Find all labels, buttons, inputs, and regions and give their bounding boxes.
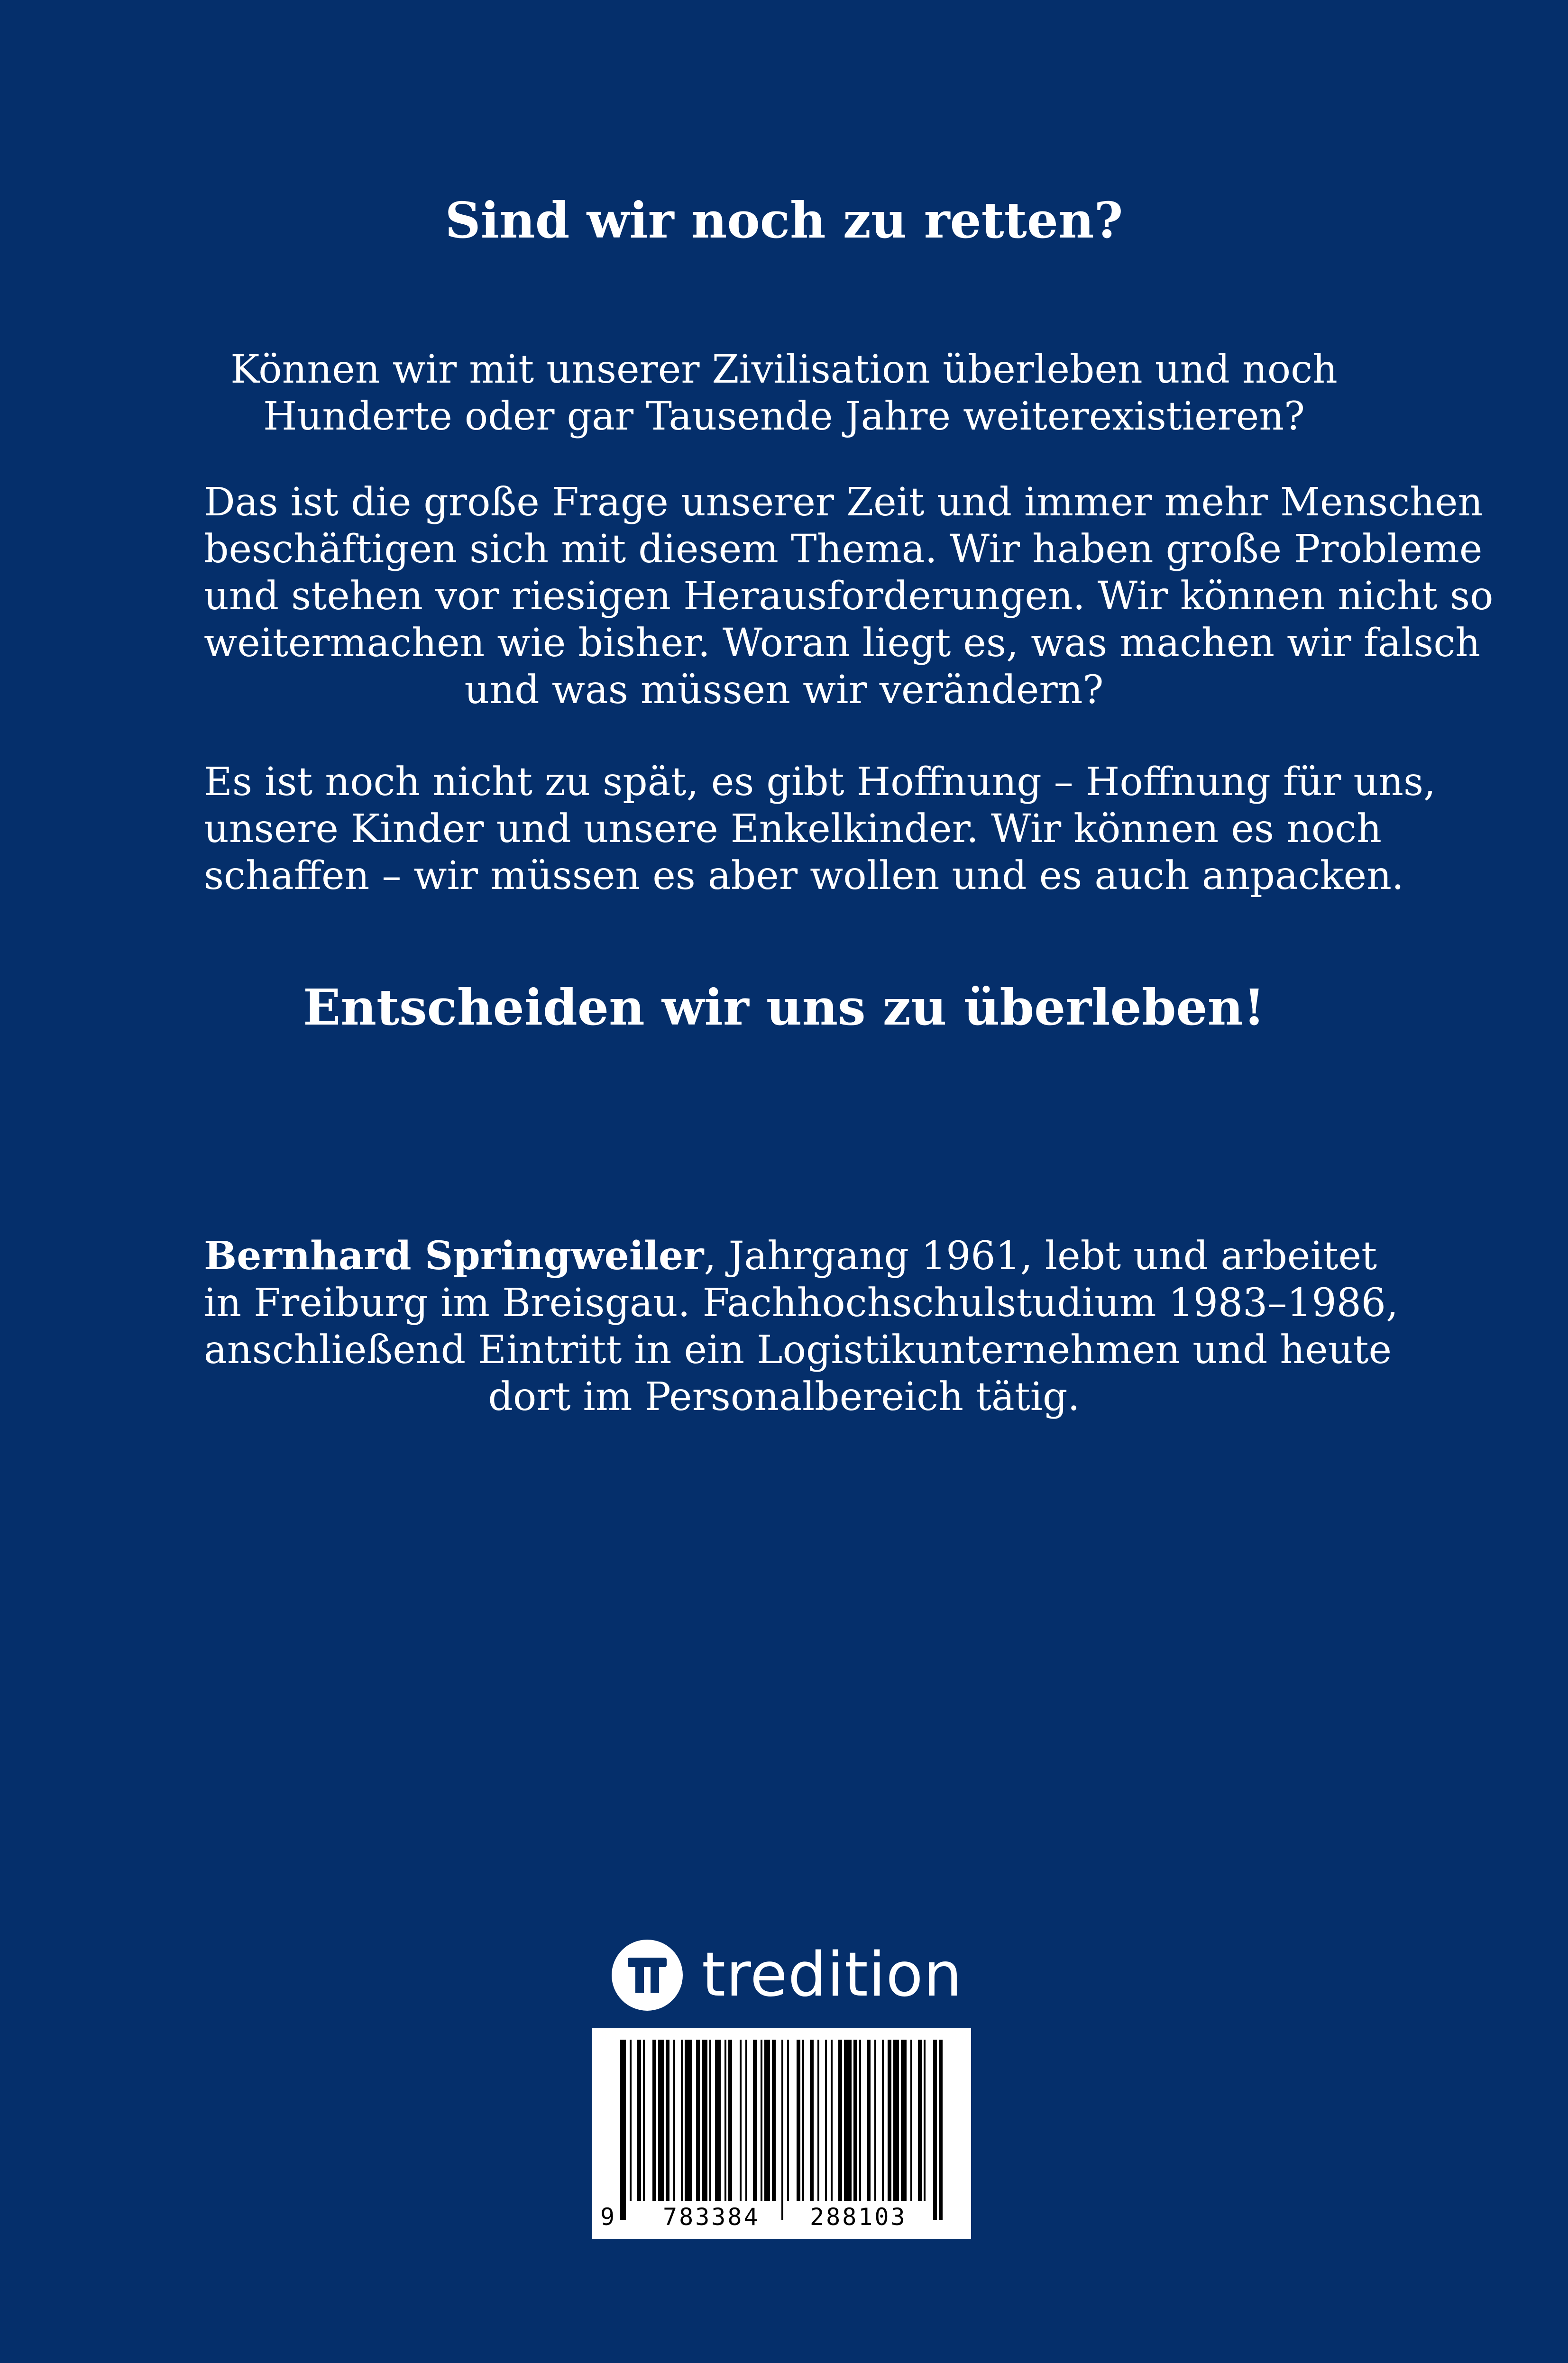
blurb-line: und was müssen wir verändern? bbox=[464, 668, 1104, 713]
author-bio bbox=[204, 1233, 1399, 1420]
barcode-digit-group-2: 288103 bbox=[810, 2203, 907, 2231]
barcode-bar bbox=[673, 2040, 675, 2201]
barcode-bar bbox=[924, 2040, 926, 2201]
barcode-bar bbox=[781, 2040, 783, 2220]
barcode-bar bbox=[933, 2040, 937, 2220]
barcode-bar bbox=[685, 2040, 692, 2201]
blurb-line: Es ist noch nicht zu spät, es gibt Hoffnung – Hoffnung für uns, bbox=[204, 760, 1436, 805]
barcode-bar bbox=[681, 2040, 683, 2201]
blurb-paragraph-2 bbox=[204, 479, 1494, 714]
author-bio-line: anschließend Eintritt in ein Logistikunternehmen und heute bbox=[204, 1328, 1392, 1373]
blurb-line: schaffen – wir müssen es aber wollen und es auch anpacken. bbox=[204, 853, 1404, 898]
author-bio-first-line bbox=[204, 1233, 1377, 1280]
barcode-bar bbox=[666, 2040, 669, 2201]
barcode-bar bbox=[797, 2040, 800, 2201]
book-question-title: Sind wir noch zu retten? bbox=[445, 191, 1123, 249]
barcode-bar bbox=[802, 2040, 804, 2201]
barcode-bar bbox=[753, 2040, 757, 2201]
barcode-bar bbox=[696, 2040, 700, 2201]
barcode-bar bbox=[910, 2040, 912, 2201]
blurb-line: weitermachen wie bisher. Woran liegt es, was machen wir falsch bbox=[204, 621, 1481, 666]
barcode-bar bbox=[764, 2040, 770, 2201]
author-bio-text: , Jahrgang 1961, lebt und arbeitet bbox=[704, 1234, 1377, 1279]
barcode-bar bbox=[787, 2040, 789, 2201]
barcode-bar bbox=[825, 2040, 827, 2201]
publisher-name: tredition bbox=[702, 1940, 963, 2010]
barcode-bar bbox=[702, 2040, 707, 2201]
barcode-bar bbox=[745, 2040, 747, 2201]
barcode-bar bbox=[630, 2040, 632, 2201]
barcode-bar bbox=[715, 2040, 721, 2201]
barcode-bar bbox=[831, 2040, 833, 2201]
author-name: Bernhard Springweiler bbox=[204, 1233, 704, 1279]
blurb-line: unsere Kinder und unsere Enkelkinder. Wir können es noch bbox=[204, 806, 1382, 852]
blurb-line: Das ist die große Frage unserer Zeit und immer mehr Menschen bbox=[204, 480, 1483, 525]
barcode-bar bbox=[853, 2040, 857, 2201]
barcode-bar bbox=[888, 2040, 891, 2201]
barcode-bar bbox=[893, 2040, 899, 2201]
publisher-brand bbox=[612, 1937, 963, 2013]
barcode-bar bbox=[867, 2040, 871, 2201]
barcode-bar bbox=[620, 2040, 626, 2220]
barcode-bar bbox=[810, 2040, 814, 2201]
barcode-first-digit: 9 bbox=[600, 2203, 615, 2231]
barcode-bar bbox=[658, 2040, 664, 2201]
isbn-barcode bbox=[592, 2028, 971, 2239]
closing-slogan: Entscheiden wir uns zu überleben! bbox=[303, 978, 1265, 1036]
barcode-bar bbox=[761, 2040, 762, 2201]
blurb-paragraph-3 bbox=[204, 759, 1436, 899]
barcode-bar bbox=[772, 2040, 776, 2201]
blurb-line: beschäftigen sich mit diesem Thema. Wir haben große Probleme bbox=[204, 527, 1483, 572]
barcode-bar bbox=[838, 2040, 842, 2201]
tredition-logo-icon bbox=[612, 1940, 683, 2011]
blurb-line: und stehen vor riesigen Herausforderungen. Wir können nicht so bbox=[204, 574, 1494, 619]
barcode-bar bbox=[724, 2040, 726, 2201]
barcode-bar bbox=[728, 2040, 732, 2201]
barcode-bar bbox=[882, 2040, 884, 2201]
barcode-bar bbox=[652, 2040, 656, 2201]
barcode-bar bbox=[740, 2040, 742, 2201]
barcode-bar bbox=[817, 2040, 819, 2201]
blurb-line: Können wir mit unserer Zivilisation überleben und noch bbox=[230, 347, 1338, 392]
barcode-bar bbox=[709, 2040, 711, 2201]
barcode-bar bbox=[874, 2040, 876, 2201]
barcode-bar bbox=[859, 2040, 861, 2201]
barcode-digit-group-1: 783384 bbox=[663, 2203, 760, 2231]
barcode-bar bbox=[939, 2040, 943, 2220]
barcode-bar bbox=[844, 2040, 852, 2201]
barcode-bar bbox=[637, 2040, 641, 2201]
barcode-bar bbox=[918, 2040, 922, 2201]
barcode-bars bbox=[592, 2028, 971, 2239]
barcode-bar bbox=[643, 2040, 645, 2201]
blurb-line: Hunderte oder gar Tausende Jahre weiterexistieren? bbox=[263, 394, 1305, 439]
author-bio-line: dort im Personalbereich tätig. bbox=[488, 1374, 1080, 1420]
blurb-paragraph-1 bbox=[204, 346, 1364, 440]
author-bio-line: in Freiburg im Breisgau. Fachhochschulstudium 1983–1986, bbox=[204, 1281, 1399, 1326]
barcode-bar bbox=[901, 2040, 907, 2201]
